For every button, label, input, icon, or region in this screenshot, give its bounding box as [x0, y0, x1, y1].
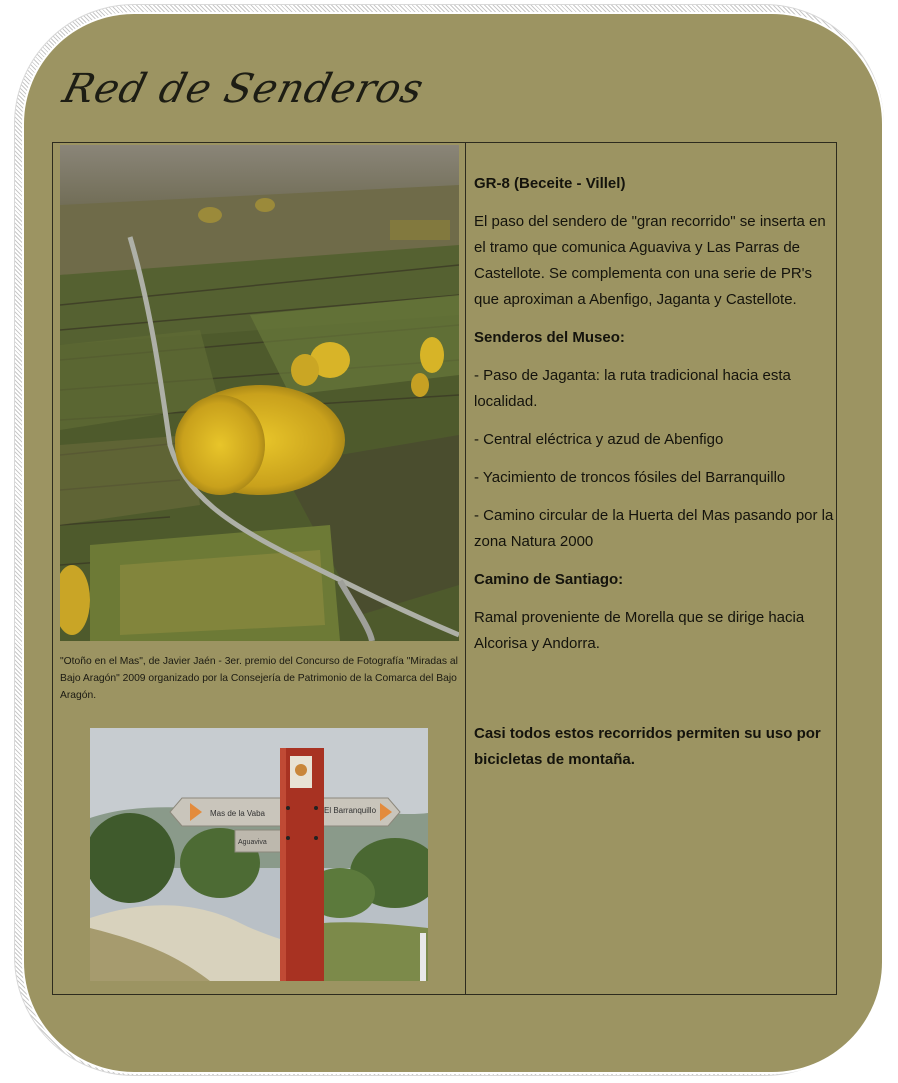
content-table: [52, 142, 837, 995]
spacer: [474, 669, 834, 721]
gr8-heading: GR-8 (Beceite - Villel): [474, 175, 626, 192]
left-column: [53, 143, 466, 994]
museo-item: - Yacimiento de troncos fósiles del Barranquillo: [474, 469, 786, 486]
sign-right-text: El Barranquillo: [324, 806, 377, 815]
aerial-autumn-photo: [60, 145, 459, 641]
right-column: [474, 171, 834, 785]
santiago-text: Ramal proveniente de Morella que se dirige hacia Alcorisa y Andorra.: [474, 609, 805, 652]
bike-note: Casi todos estos recorridos permiten su uso por bicicletas de montaña.: [474, 725, 821, 768]
santiago-heading: Camino de Santiago:: [474, 571, 624, 588]
sign-lower-text: Aguaviva: [238, 839, 267, 846]
museo-item: - Central eléctrica y azud de Abenfigo: [474, 431, 724, 448]
museo-item: - Camino circular de la Huerta del Mas pasando por la zona Natura 2000: [474, 507, 834, 550]
trail-signpost-photo: [90, 728, 428, 981]
museo-item: - Paso de Jaganta: la ruta tradicional hacia esta localidad.: [474, 367, 791, 410]
sign-left-text: Mas de la Vaba: [210, 809, 265, 818]
photo-caption: "Otoño en el Mas", de Javier Jaén - 3er. premio del Concurso de Fotografía "Miradas al Bajo Aragón" 2009 organizado por la Consejería de Patrimonio de la Comarca del Bajo Aragón.: [60, 656, 458, 701]
gr8-text: El paso del sendero de "gran recorrido" se inserta en el tramo que comunica Aguaviva y Las Parras de Castellote. Se complementa con una serie de PR's que aproximan a Abenfigo, Jaganta y Castellote.: [474, 213, 826, 308]
page-title: Red de Senderos: [58, 66, 429, 112]
museo-heading: Senderos del Museo:: [474, 329, 625, 346]
